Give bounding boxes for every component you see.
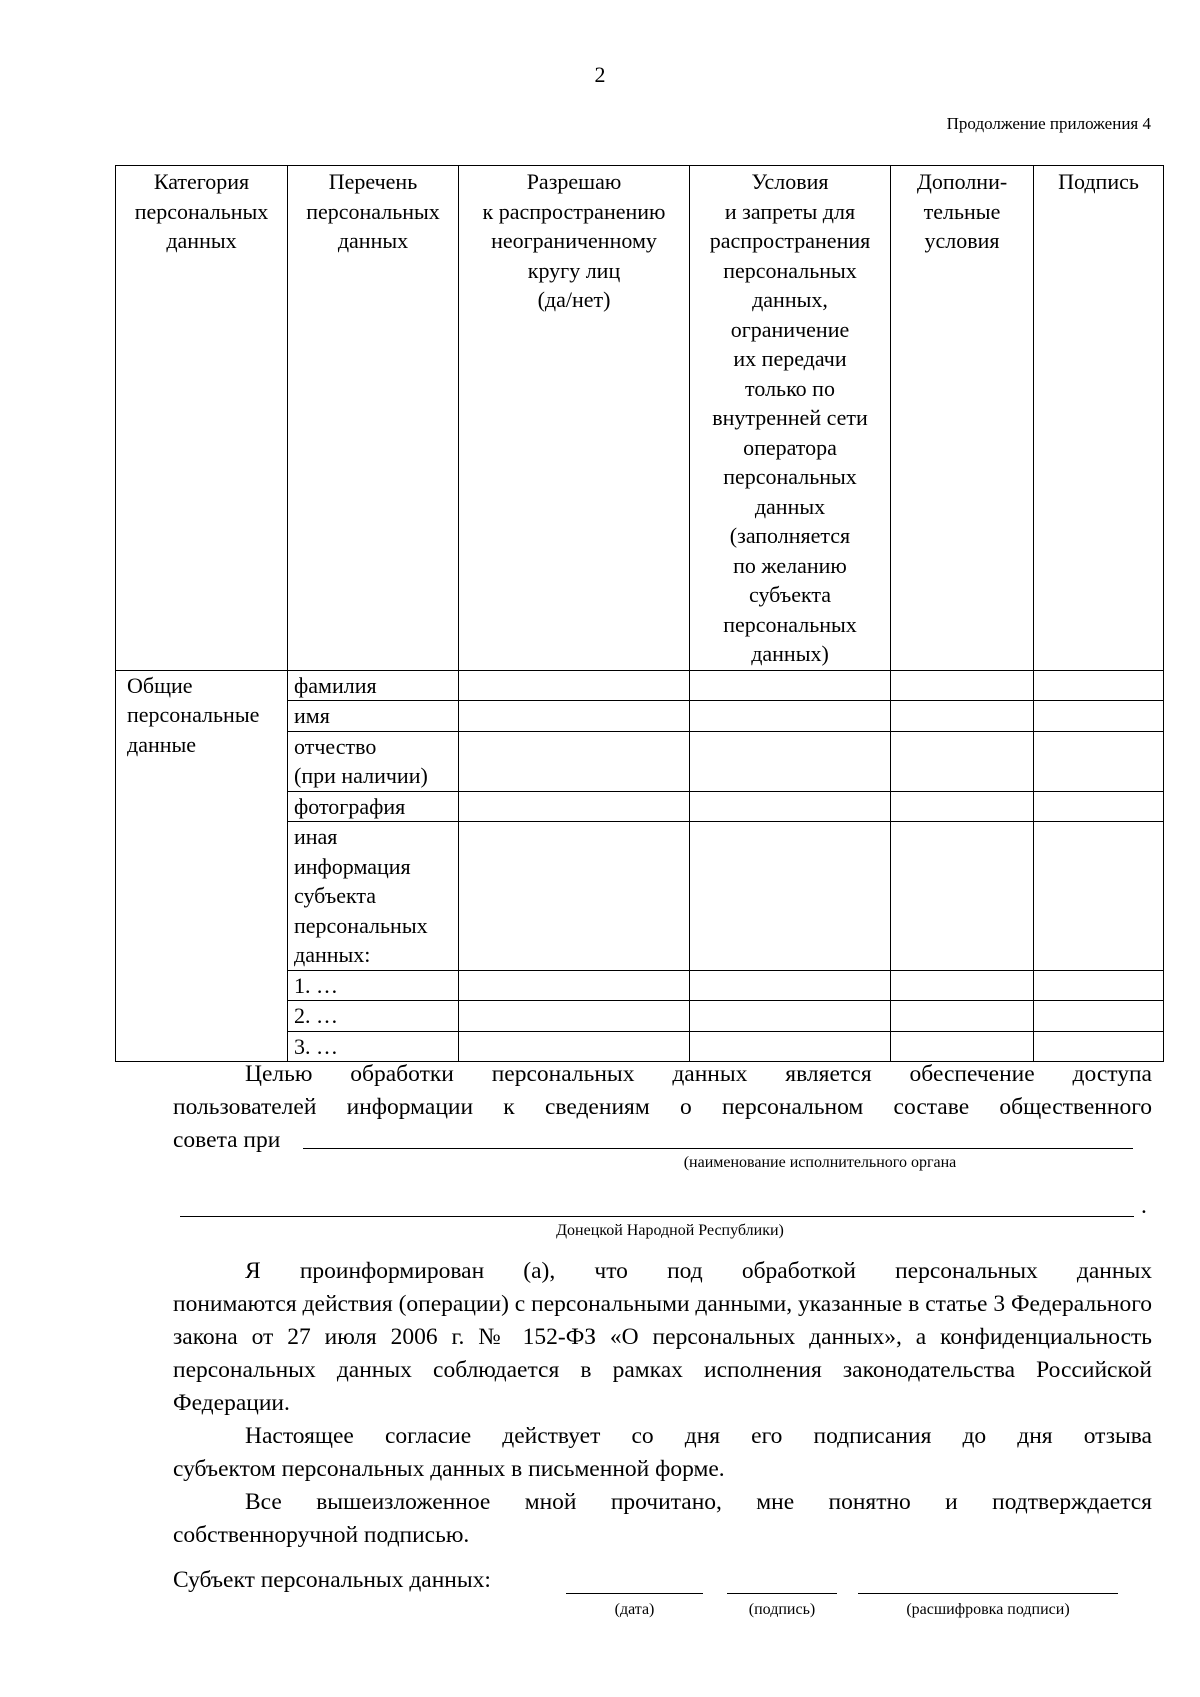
signature-cell[interactable] [1034,970,1164,1001]
authority-caption-2: Донецкой Народной Республики) [556,1222,784,1239]
permission-cell[interactable] [459,1031,690,1062]
signature-cell[interactable] [1034,1001,1164,1032]
personal-data-table [115,165,1164,1062]
conditions-cell[interactable] [690,970,891,1001]
permission-cell[interactable] [459,701,690,732]
item-cell: 1. … [288,970,459,1001]
informed-paragraph [173,1255,1152,1420]
purpose-period: . [1141,1193,1147,1219]
informed-first-line: Я проинформирован (а), что под обработкой персональных данных [245,1258,1152,1284]
additional-cell[interactable] [891,791,1034,822]
authority-name-field-1[interactable] [303,1148,1133,1149]
additional-cell[interactable] [891,670,1034,701]
validity-rest: субъектом персональных данных в письменной форме. [173,1456,725,1482]
confirmation-first-line: Все вышеизложенное мной прочитано, мне понятно и подтверждается [245,1489,1152,1515]
category-cell: Общие персональные данные [116,670,288,1062]
signature-cell[interactable] [1034,701,1164,732]
permission-cell[interactable] [459,970,690,1001]
additional-cell[interactable] [891,731,1034,791]
header-conditions: Условия и запреты для распространения персональных данных, ограничение их передачи только по внутренней сети оператора персональных данных (заполняется по желанию субъекта персональных данных) [690,166,891,671]
conditions-cell[interactable] [690,701,891,732]
additional-cell[interactable] [891,701,1034,732]
header-permission: Разрешаю к распространению неограниченному кругу лиц (да/нет) [459,166,690,671]
date-caption: (дата) [614,1601,655,1618]
additional-cell[interactable] [891,1031,1034,1062]
table-row [116,670,1164,701]
confirmation-rest: собственноручной подписью. [173,1522,470,1548]
signature-cell[interactable] [1034,670,1164,701]
purpose-paragraph [173,1058,1152,1124]
signature-caption: (подпись) [748,1601,816,1618]
conditions-cell[interactable] [690,670,891,701]
validity-first-line: Настоящее согласие действует со дня его подписания до дня отзыва [245,1423,1152,1449]
continuation-label: Продолжение приложения 4 [946,114,1151,133]
authority-name-field-2[interactable] [180,1216,1134,1217]
date-field[interactable] [566,1593,703,1594]
item-cell: 2. … [288,1001,459,1032]
conditions-cell[interactable] [690,822,891,971]
item-cell: отчество (при наличии) [288,731,459,791]
item-cell: имя [288,701,459,732]
confirmation-paragraph [173,1486,1152,1552]
signature-cell[interactable] [1034,791,1164,822]
table-header-row [116,166,1164,671]
additional-cell[interactable] [891,970,1034,1001]
item-cell: 3. … [288,1031,459,1062]
decode-caption: (расшифровка подписи) [906,1601,1070,1618]
informed-rest: понимаются действия (операции) с персональными данными, указанные в статье 3 Федерального закона от 27 июля 2006 г. № 152-ФЗ «О персональных данных», а конфиденциальность персональных данных соблюдается в рамках исполнения законодательства Российской Федерации. [173,1291,1152,1416]
signature-field[interactable] [727,1593,837,1594]
additional-cell[interactable] [891,822,1034,971]
additional-cell[interactable] [891,1001,1034,1032]
signature-cell[interactable] [1034,822,1164,971]
permission-cell[interactable] [459,731,690,791]
permission-cell[interactable] [459,791,690,822]
permission-cell[interactable] [459,670,690,701]
header-signature: Подпись [1034,166,1164,671]
item-cell: иная информация субъекта персональных данных: [288,822,459,971]
purpose-line-2: пользователей информации к сведениям о персональном составе общественного [173,1094,1152,1120]
purpose-line-1: Целью обработки персональных данных является обеспечение доступа [245,1061,1152,1087]
signature-cell[interactable] [1034,1031,1164,1062]
validity-paragraph [173,1420,1152,1486]
item-cell: фотография [288,791,459,822]
conditions-cell[interactable] [690,1031,891,1062]
purpose-line-3: совета при [173,1127,281,1153]
header-additional: Дополни- тельные условия [891,166,1034,671]
signature-cell[interactable] [1034,731,1164,791]
authority-caption-1: (наименование исполнительного органа [683,1154,957,1171]
header-category: Категория персональных данных [116,166,288,671]
page-number: 2 [594,62,606,87]
permission-cell[interactable] [459,1001,690,1032]
item-cell: фамилия [288,670,459,701]
header-list: Перечень персональных данных [288,166,459,671]
conditions-cell[interactable] [690,791,891,822]
conditions-cell[interactable] [690,731,891,791]
conditions-cell[interactable] [690,1001,891,1032]
permission-cell[interactable] [459,822,690,971]
signature-decode-field[interactable] [858,1593,1118,1594]
signature-label: Субъект персональных данных: [173,1567,491,1593]
